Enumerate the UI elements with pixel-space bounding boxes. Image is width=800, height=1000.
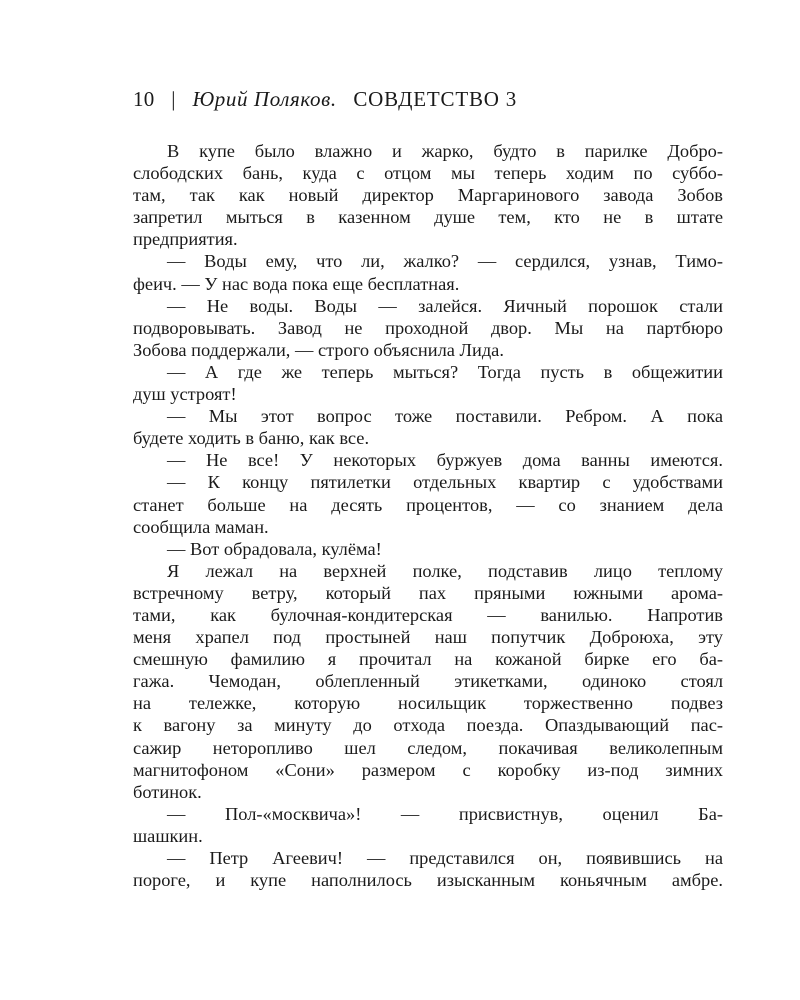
body-text bbox=[133, 140, 723, 891]
text-line: — Вот обрадовала, кулёма! bbox=[167, 538, 382, 559]
text-line: В купе было влажно и жарко, будто в парилке Добро- bbox=[167, 141, 723, 161]
text-line: там, так как новый директор Маргаринового завода Зобов bbox=[133, 185, 723, 206]
text-line: — Не все! У некоторых буржуев дома ванны имеются. bbox=[167, 450, 723, 471]
page-number: 10 bbox=[133, 87, 155, 111]
text-line: — К концу пятилетки отдельных квартир с удобствами bbox=[167, 472, 723, 493]
text-line: — Петр Агеевич! — представился он, появившись на bbox=[167, 848, 723, 868]
running-head bbox=[133, 86, 733, 112]
text-line: пороге, и купе наполнилось изысканным коньячным амбре. bbox=[133, 870, 723, 891]
text-line: — Воды ему, что ли, жалко? — сердился, узнав, Тимо- bbox=[167, 251, 723, 272]
text-line: ботинок. bbox=[133, 781, 202, 802]
text-line: душ устроят! bbox=[133, 384, 237, 405]
text-line: будете ходить в баню, как все. bbox=[133, 428, 370, 449]
text-line: — Не воды. Воды — залейся. Яичный порошок стали bbox=[167, 295, 723, 316]
text-line: — Мы этот вопрос тоже поставили. Ребром. А пока bbox=[167, 406, 723, 427]
text-line: встречному ветру, который пах пряными южными арома- bbox=[133, 582, 723, 603]
text-line: феич. — У нас вода пока еще бесплатная. bbox=[133, 273, 460, 294]
text-line: — А где же теперь мыться? Тогда пусть в общежитии bbox=[167, 361, 723, 382]
text-line: гажа. Чемодан, облепленный этикетками, одиноко стоял bbox=[133, 671, 723, 692]
text-line: сажир неторопливо шел следом, покачивая великолепным bbox=[133, 737, 723, 758]
text-line: предприятия. bbox=[133, 229, 238, 250]
text-line: на тележке, которую носильщик торжественно подвез bbox=[133, 693, 723, 714]
text-line: запретил мыться в казенном душе тем, кто не в штате bbox=[133, 207, 723, 228]
text-line: — Пол-«москвича»! — присвистнув, оценил Ба- bbox=[167, 803, 723, 824]
text-line: к вагону за минуту до отхода поезда. Опаздывающий пас- bbox=[133, 715, 723, 736]
text-line: меня храпел под простыней наш попутчик Доброюха, эту bbox=[133, 627, 723, 648]
text-line: станет больше на десять процентов, — со знанием дела bbox=[133, 494, 723, 515]
text-line: магнитофоном «Сони» размером с коробку из-под зимних bbox=[133, 759, 723, 780]
text-line: шашкин. bbox=[133, 825, 203, 846]
text-line: сообщила маман. bbox=[133, 516, 269, 537]
text-line: Я лежал на верхней полке, подставив лицо теплому bbox=[167, 560, 723, 581]
text-line: слободских бань, куда с отцом мы теперь ходим по суббо- bbox=[133, 163, 723, 184]
author-name: Юрий Поляков. bbox=[192, 87, 337, 111]
text-line: тами, как булочная-кондитерская — ванилью. Напротив bbox=[133, 604, 723, 625]
text-line: Зобова поддержали, — строго объяснила Лида. bbox=[133, 339, 504, 360]
book-title: СОВДЕТСТВО 3 bbox=[353, 87, 518, 111]
header-separator: | bbox=[171, 87, 176, 111]
text-line: смешную фамилию я прочитал на кожаной бирке его ба- bbox=[133, 649, 723, 670]
text-line: подворовывать. Завод не проходной двор. Мы на партбюро bbox=[133, 317, 723, 338]
